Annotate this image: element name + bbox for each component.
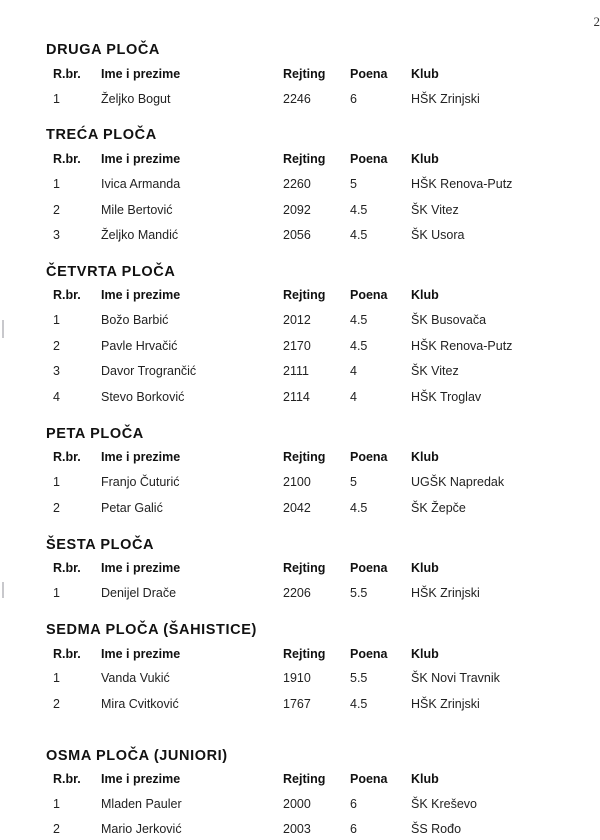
cell-rating: 2056: [283, 228, 311, 242]
cell-club: ŠK Novi Travnik: [411, 671, 500, 685]
column-header-rating: Rejting: [283, 152, 325, 166]
column-header-club: Klub: [411, 450, 439, 464]
cell-points: 4.5: [350, 228, 367, 242]
cell-name: Franjo Čuturić: [101, 475, 180, 489]
table-header: [0, 288, 600, 306]
cell-rating: 2170: [283, 339, 311, 353]
cell-rating: 2246: [283, 92, 311, 106]
cell-rbr: 3: [53, 228, 60, 242]
cell-rbr: 2: [53, 822, 60, 836]
column-header-rating: Rejting: [283, 67, 325, 81]
table-header: [0, 647, 600, 665]
table-row: [0, 586, 600, 604]
table-row: [0, 822, 600, 840]
table-header: [0, 450, 600, 468]
cell-name: Ivica Armanda: [101, 177, 180, 191]
column-header-name: Ime i prezime: [101, 772, 180, 786]
column-header-name: Ime i prezime: [101, 561, 180, 575]
cell-points: 6: [350, 797, 357, 811]
column-header-points: Poena: [350, 772, 388, 786]
column-header-rbr: R.br.: [53, 561, 81, 575]
cell-rbr: 4: [53, 390, 60, 404]
column-header-rbr: R.br.: [53, 67, 81, 81]
column-header-name: Ime i prezime: [101, 67, 180, 81]
cell-club: ŠS Rođo: [411, 822, 461, 836]
cell-club: ŠK Vitez: [411, 203, 459, 217]
cell-name: Mile Bertović: [101, 203, 173, 217]
cell-name: Božo Barbić: [101, 313, 168, 327]
column-header-rbr: R.br.: [53, 450, 81, 464]
column-header-club: Klub: [411, 561, 439, 575]
table-header: [0, 67, 600, 85]
cell-club: HŠK Troglav: [411, 390, 481, 404]
cell-points: 5.5: [350, 671, 367, 685]
cell-rating: 2100: [283, 475, 311, 489]
column-header-name: Ime i prezime: [101, 152, 180, 166]
column-header-points: Poena: [350, 450, 388, 464]
cell-rbr: 1: [53, 92, 60, 106]
cell-club: ŠK Vitez: [411, 364, 459, 378]
cell-name: Pavle Hrvačić: [101, 339, 177, 353]
cell-name: Željko Bogut: [101, 92, 170, 106]
cell-rating: 2114: [283, 390, 310, 404]
table-row: [0, 203, 600, 221]
column-header-rbr: R.br.: [53, 647, 81, 661]
cell-rbr: 1: [53, 671, 60, 685]
cell-name: Mira Cvitković: [101, 697, 179, 711]
cell-name: Mario Jerković: [101, 822, 182, 836]
cell-rating: 1767: [283, 697, 311, 711]
column-header-club: Klub: [411, 152, 439, 166]
table-row: [0, 797, 600, 815]
cell-points: 4: [350, 390, 357, 404]
cell-name: Vanda Vukić: [101, 671, 170, 685]
column-header-club: Klub: [411, 67, 439, 81]
cell-rbr: 2: [53, 501, 60, 515]
cell-rbr: 1: [53, 586, 60, 600]
column-header-rbr: R.br.: [53, 288, 81, 302]
cell-points: 4.5: [350, 697, 367, 711]
board-title: PETA PLOČA: [46, 426, 144, 442]
column-header-club: Klub: [411, 647, 439, 661]
column-header-club: Klub: [411, 288, 439, 302]
cell-rbr: 1: [53, 177, 60, 191]
cell-club: ŠK Žepče: [411, 501, 466, 515]
column-header-points: Poena: [350, 288, 388, 302]
board-title: TREĆA PLOČA: [46, 127, 157, 143]
table-row: [0, 671, 600, 689]
table-row: [0, 697, 600, 715]
cell-rating: 2042: [283, 501, 311, 515]
board-title: OSMA PLOČA (JUNIORI): [46, 748, 228, 764]
cell-name: Stevo Borković: [101, 390, 184, 404]
table-row: [0, 313, 600, 331]
cell-points: 5: [350, 177, 357, 191]
table-header: [0, 772, 600, 790]
table-row: [0, 364, 600, 382]
cell-rating: 2206: [283, 586, 311, 600]
cell-club: HŠK Zrinjski: [411, 697, 480, 711]
table-header: [0, 561, 600, 579]
cell-points: 4.5: [350, 339, 367, 353]
cell-club: HŠK Renova-Putz: [411, 177, 512, 191]
cell-club: HŠK Zrinjski: [411, 586, 480, 600]
board-title: SEDMA PLOČA (ŠAHISTICE): [46, 622, 257, 638]
column-header-rating: Rejting: [283, 561, 325, 575]
column-header-name: Ime i prezime: [101, 288, 180, 302]
table-row: [0, 390, 600, 408]
cell-club: ŠK Usora: [411, 228, 465, 242]
column-header-points: Poena: [350, 561, 388, 575]
table-row: [0, 501, 600, 519]
cell-club: UGŠK Napredak: [411, 475, 504, 489]
cell-points: 5.5: [350, 586, 367, 600]
cell-points: 6: [350, 822, 357, 836]
cell-points: 4.5: [350, 203, 367, 217]
cell-points: 6: [350, 92, 357, 106]
column-header-points: Poena: [350, 152, 388, 166]
column-header-rating: Rejting: [283, 647, 325, 661]
column-header-name: Ime i prezime: [101, 647, 180, 661]
column-header-rbr: R.br.: [53, 772, 81, 786]
cell-rating: 2260: [283, 177, 311, 191]
table-row: [0, 177, 600, 195]
cell-rating: 2012: [283, 313, 311, 327]
cell-points: 5: [350, 475, 357, 489]
cell-name: Denijel Drače: [101, 586, 176, 600]
page-number: 2: [594, 14, 600, 30]
column-header-points: Poena: [350, 647, 388, 661]
cell-name: Mladen Pauler: [101, 797, 182, 811]
column-header-name: Ime i prezime: [101, 450, 180, 464]
column-header-rating: Rejting: [283, 450, 325, 464]
cell-points: 4.5: [350, 313, 367, 327]
table-row: [0, 92, 600, 110]
board-title: ČETVRTA PLOČA: [46, 264, 175, 280]
table-row: [0, 475, 600, 493]
board-title: DRUGA PLOČA: [46, 42, 160, 58]
cell-rating: 2092: [283, 203, 311, 217]
cell-club: HŠK Zrinjski: [411, 92, 480, 106]
board-title: ŠESTA PLOČA: [46, 537, 154, 553]
cell-club: ŠK Kreševo: [411, 797, 477, 811]
table-header: [0, 152, 600, 170]
cell-rating: 2000: [283, 797, 311, 811]
cell-rbr: 1: [53, 797, 60, 811]
table-row: [0, 339, 600, 357]
cell-rbr: 2: [53, 203, 60, 217]
column-header-rating: Rejting: [283, 772, 325, 786]
cell-club: ŠK Busovača: [411, 313, 486, 327]
cell-rbr: 3: [53, 364, 60, 378]
column-header-rbr: R.br.: [53, 152, 81, 166]
cell-rbr: 1: [53, 475, 60, 489]
cell-name: Davor Trogrančić: [101, 364, 196, 378]
cell-rating: 2111: [283, 364, 309, 378]
table-row: [0, 228, 600, 246]
cell-rating: 1910: [283, 671, 311, 685]
cell-rating: 2003: [283, 822, 311, 836]
column-header-points: Poena: [350, 67, 388, 81]
column-header-rating: Rejting: [283, 288, 325, 302]
cell-points: 4.5: [350, 501, 367, 515]
cell-rbr: 2: [53, 339, 60, 353]
cell-rbr: 2: [53, 697, 60, 711]
cell-name: Petar Galić: [101, 501, 163, 515]
cell-points: 4: [350, 364, 357, 378]
column-header-club: Klub: [411, 772, 439, 786]
cell-name: Željko Mandić: [101, 228, 178, 242]
cell-rbr: 1: [53, 313, 60, 327]
cell-club: HŠK Renova-Putz: [411, 339, 512, 353]
